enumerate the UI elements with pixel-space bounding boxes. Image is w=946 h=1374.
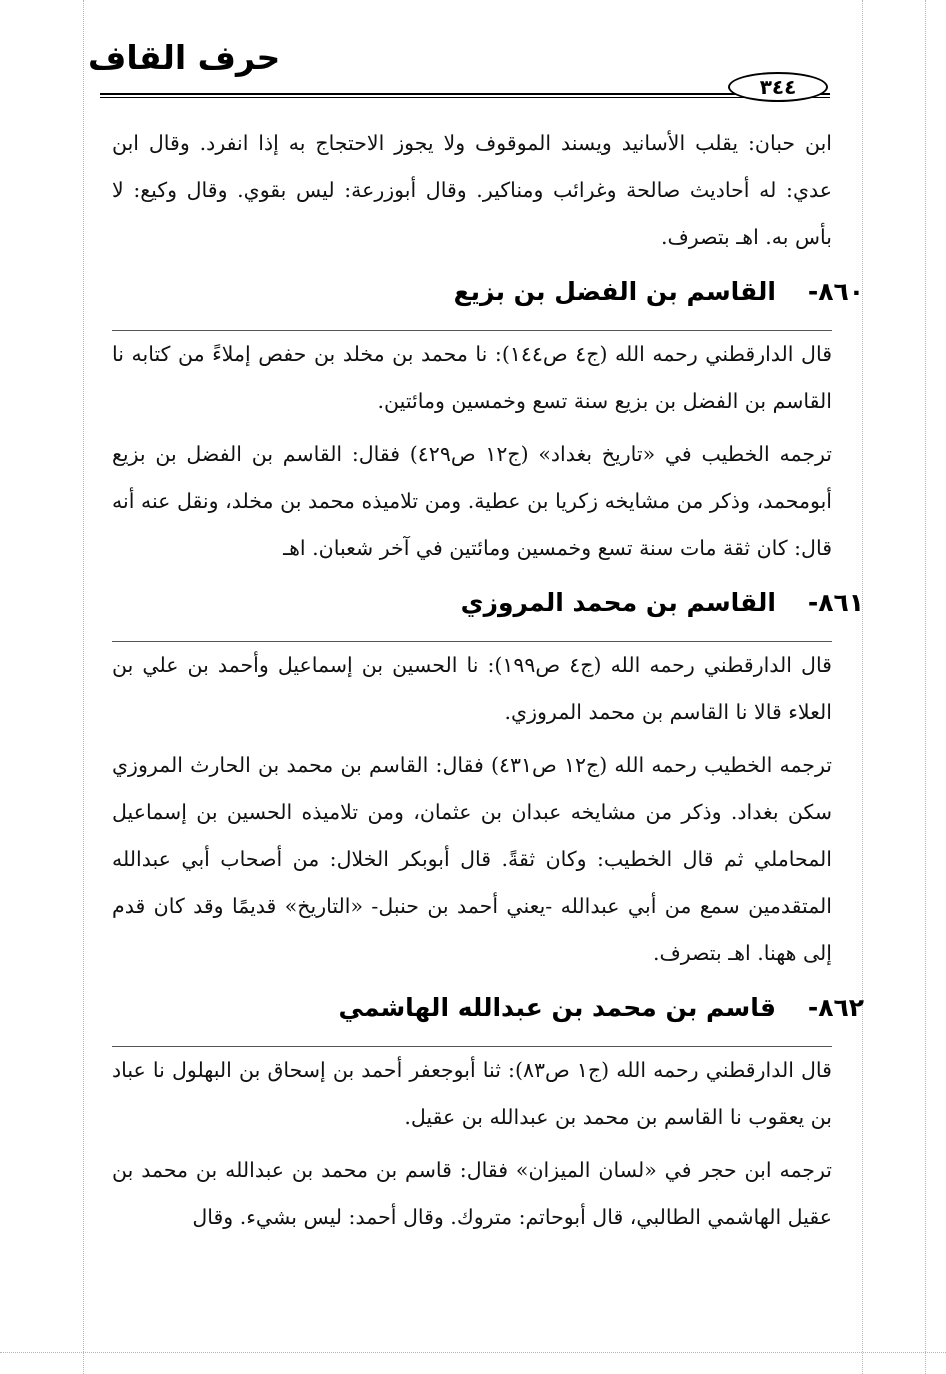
page-body — [112, 120, 864, 1241]
entry-rule — [112, 330, 832, 331]
paragraph: قال الدارقطني رحمه الله (ج٤ ص١٩٩): نا الحسين بن إسماعيل وأحمد بن علي بن العلاء قالا نا القاسم بن محمد المروزي. — [112, 653, 832, 724]
entry-heading — [112, 578, 864, 642]
entry-rule — [112, 1046, 832, 1047]
entry-number: ٨٦٢- — [807, 993, 864, 1022]
entry-title: القاسم بن محمد المروزي — [460, 588, 776, 617]
scan-guide-line — [925, 0, 926, 1374]
entry-rule — [112, 641, 832, 642]
paragraph: قال الدارقطني رحمه الله (ج٤ ص١٤٤): نا محمد بن مخلد بن حفص إملاءً من كتابه نا القاسم بن الفضل بن بزيع سنة تسع وخمسين ومائتين. — [112, 342, 832, 413]
header-rule — [100, 97, 830, 98]
entry-heading — [112, 267, 864, 331]
page-number: ٣٤٤ — [728, 72, 828, 102]
header-rule — [100, 93, 830, 95]
entry-title: القاسم بن الفضل بن بزيع — [453, 277, 776, 306]
entry-heading — [112, 983, 864, 1047]
paragraph: ترجمه الخطيب رحمه الله (ج١٢ ص٤٣١) فقال: القاسم بن محمد بن الحارث المروزي سكن بغداد. وذكر من مشايخه عبدان بن عثمان، ومن تلاميذه الحسين بن إسماعيل المحاملي ثم قال الخطيب: وكان ثقةً. قال أبوبكر الخلال: من أصحاب أبي عبدالله المتقدمين سمع من أبي عبدالله -يعني أحمد بن حنبل- «التاريخ» قديمًا وقد كان قدم إلى ههنا. اهـ بتصرف. — [112, 753, 832, 965]
entry-number: ٨٦٠- — [807, 277, 864, 306]
paragraph: قال الدارقطني رحمه الله (ج١ ص٨٣): ثنا أبوجعفر أحمد بن إسحاق بن البهلول نا عباد بن يعقوب نا القاسم بن محمد بن عبدالله بن عقيل. — [112, 1058, 832, 1129]
entry-number: ٨٦١- — [807, 588, 864, 617]
page-title: حرف القاف — [88, 38, 281, 77]
paragraph: ترجمه ابن حجر في «لسان الميزان» فقال: قاسم بن محمد بن عبدالله بن محمد بن عقيل الهاشمي الطالبي، قال أبوحاتم: متروك. وقال أحمد: ليس بشيء. وقال — [112, 1158, 832, 1229]
scan-guide-line — [862, 0, 863, 1374]
paragraph: ترجمه الخطيب في «تاريخ بغداد» (ج١٢ ص٤٢٩) فقال: القاسم بن الفضل بن بزيع أبومحمد، وذكر من مشايخه زكريا بن عطية. ومن تلاميذه محمد بن مخلد، ونقل عنه أنه قال: كان ثقة مات سنة تسع وخمسين ومائتين في آخر شعبان. اهـ — [112, 442, 833, 560]
scan-guide-line — [83, 0, 84, 1374]
paragraph: ابن حبان: يقلب الأسانيد ويسند الموقوف ولا يجوز الاحتجاج به إذا انفرد. وقال ابن عدي: له أحاديث صالحة وغرائب ومناكير. وقال أبوزرعة: ليس بقوي. وقال وكيع: لا بأس به. اهـ بتصرف. — [112, 131, 832, 249]
entry-title: قاسم بن محمد بن عبدالله الهاشمي — [338, 993, 776, 1022]
scan-guide-line — [0, 1352, 946, 1353]
